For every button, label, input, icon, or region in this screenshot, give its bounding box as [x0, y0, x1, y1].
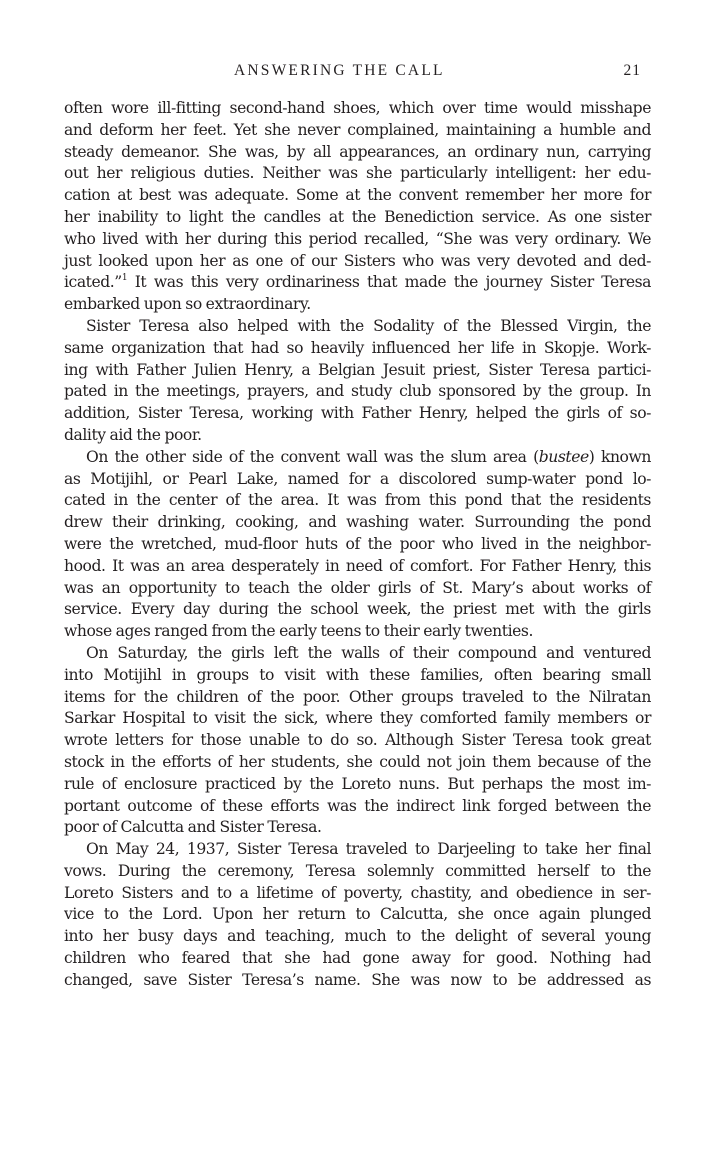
line-text: On the other side of the convent wall was the slum area ( [86, 447, 539, 466]
text-line: and deform her feet. Yet she never complained, maintaining a humble and [64, 120, 651, 139]
text-line: ing with Father Julien Henry, a Belgian Jesuit priest, Sister Teresa partici- [64, 360, 651, 379]
text-line: Sister Teresa also helped with the Sodality of the Blessed Virgin, the [86, 316, 651, 335]
text-line: Loreto Sisters and to a lifetime of poverty, chastity, and obedience in ser- [64, 883, 651, 902]
text-line: out her religious duties. Neither was she particularly intelligent: her edu- [64, 164, 651, 183]
text-line: was an opportunity to teach the older girls of St. Mary’s about works of [64, 578, 651, 597]
line-text: ) known [588, 447, 651, 466]
paragraph-1 [64, 98, 651, 316]
paragraph-5 [64, 839, 651, 992]
text-line: were the wretched, mud-floor huts of the poor who lived in the neighbor- [64, 534, 651, 553]
text-line: embarked upon so extraordinary. [64, 295, 311, 314]
text-line: into Motijihl in groups to visit with these families, often bearing small [64, 665, 651, 684]
text-line: vows. During the ceremony, Teresa solemnly committed herself to the [64, 861, 651, 880]
paragraph-2 [64, 316, 651, 447]
text-line: On Saturday, the girls left the walls of their compound and ventured [86, 643, 651, 662]
text-line: poor of Calcutta and Sister Teresa. [64, 818, 322, 837]
text-line: rule of enclosure practiced by the Loreto nuns. But perhaps the most im- [64, 774, 651, 793]
text-line: vice to the Lord. Upon her return to Calcutta, she once again plunged [64, 905, 651, 924]
footnote-marker: 1 [121, 273, 128, 284]
line-continuation: It was this very ordinariness that made the journey Sister Teresa [127, 273, 651, 292]
text-line: same organization that had so heavily influenced her life in Skopje. Work- [64, 338, 651, 357]
running-title: ANSWERING THE CALL [234, 62, 445, 79]
page-number: 21 [623, 62, 641, 79]
text-line: just looked upon her as one of our Sisters who was very devoted and ded- [64, 251, 651, 270]
text-line: wrote letters for those unable to do so. Although Sister Teresa took great [64, 731, 651, 750]
text-line: often wore ill-fitting second-hand shoes, which over time would misshape [64, 99, 651, 117]
text-line: cation at best was adequate. Some at the convent remember her more for [64, 186, 651, 205]
text-line: pated in the meetings, prayers, and study club sponsored by the group. In [64, 382, 651, 401]
text-line: On May 24, 1937, Sister Teresa traveled to Darjeeling to take her final [86, 840, 651, 859]
text-line: hood. It was an area desperately in need of comfort. For Father Henry, this [64, 556, 651, 575]
paragraph-4 [64, 643, 651, 839]
paragraph-3 [64, 447, 651, 643]
text-line: items for the children of the poor. Other groups traveled to the Nilratan [64, 687, 651, 706]
running-head [64, 62, 651, 88]
text-line: service. Every day during the school week, the priest met with the girls [64, 600, 651, 619]
text-line: dality aid the poor. [64, 425, 202, 444]
text-line: portant outcome of these efforts was the indirect link forged between the [64, 796, 651, 815]
text-line: who lived with her during this period recalled, “She was very ordinary. We [64, 229, 651, 248]
text-line: steady demeanor. She was, by all appearances, an ordinary nun, carrying [64, 142, 651, 161]
italic-term: bustee [538, 447, 589, 466]
text-line: her inability to light the candles at the Benediction service. As one sister [64, 207, 651, 226]
text-line: as Motijihl, or Pearl Lake, named for a discolored sump-water pond lo- [64, 469, 651, 488]
text-line: into her busy days and teaching, much to the delight of several young [64, 927, 651, 946]
body-text [64, 98, 651, 992]
text-line: changed, save Sister Teresa’s name. She was now to be addressed as [64, 970, 651, 989]
text-line: cated in the center of the area. It was from this pond that the residents [64, 491, 651, 510]
text-line [64, 272, 651, 294]
text-line [64, 447, 651, 469]
quote-end: icated.” [64, 273, 122, 292]
text-line: stock in the efforts of her students, she could not join them because of the [64, 752, 651, 771]
text-line: Sarkar Hospital to visit the sick, where they comforted family members or [64, 709, 651, 728]
text-line: children who feared that she had gone away for good. Nothing had [64, 949, 651, 968]
text-line: addition, Sister Teresa, working with Father Henry, helped the girls of so- [64, 404, 651, 423]
text-line: drew their drinking, cooking, and washing water. Surrounding the pond [64, 513, 651, 532]
text-line: whose ages ranged from the early teens to their early twenties. [64, 622, 533, 641]
book-page [64, 62, 651, 992]
